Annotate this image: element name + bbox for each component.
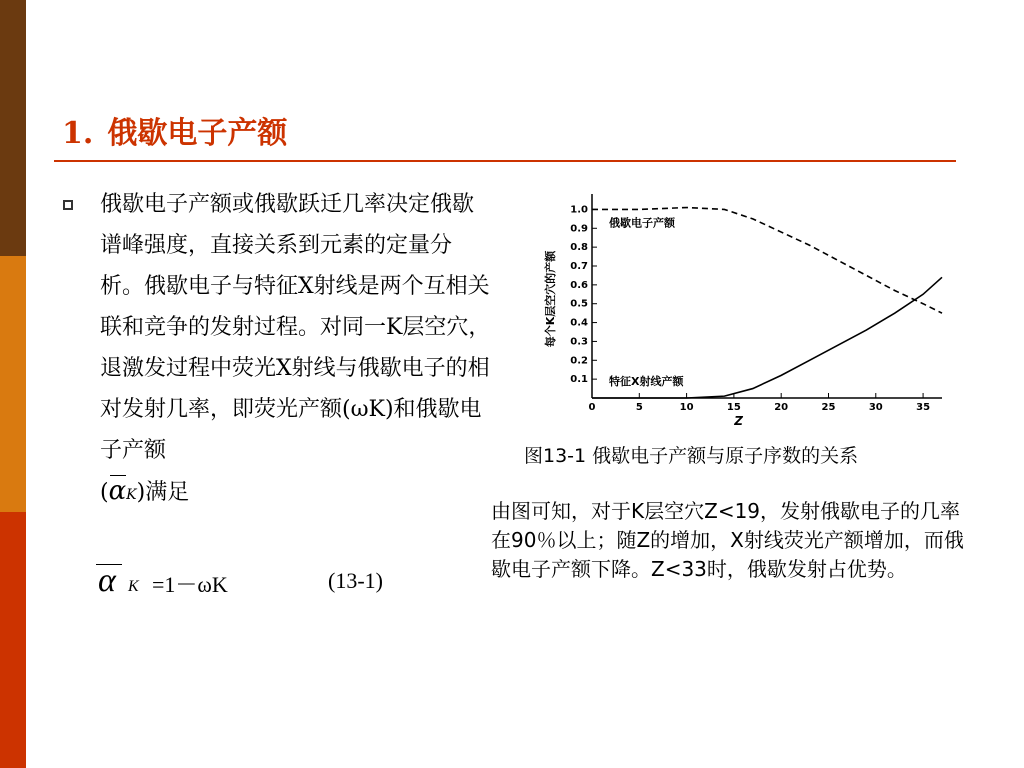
y-tick-label: 0.2 <box>570 355 588 367</box>
x-tick-label: 35 <box>916 402 931 413</box>
formula-alpha-subscript: K <box>128 578 139 595</box>
y-tick-label: 0.6 <box>570 279 588 291</box>
series-label: 特征X射线产额 <box>609 374 684 388</box>
x-tick-label: 25 <box>821 402 836 413</box>
y-tick-label: 1.0 <box>570 204 588 216</box>
x-axis-label: Z <box>734 414 743 428</box>
x-tick-label: 10 <box>679 402 694 413</box>
sidebar-segment-bottom <box>0 512 26 768</box>
y-tick-label: 0.4 <box>570 317 588 329</box>
x-tick-label: 30 <box>868 402 883 413</box>
figure-caption: 图13-1 俄歇电子产额与原子序数的关系 <box>524 445 859 467</box>
y-axis-label: 每个K层空穴的产额 <box>544 250 557 348</box>
y-tick-label: 0.7 <box>570 261 588 272</box>
sidebar-segment-middle <box>0 256 26 512</box>
sidebar-segment-top <box>0 0 26 256</box>
y-tick-label: 0.9 <box>570 223 588 235</box>
figure-note: 由图可知，对于K层空穴Z<19，发射俄歇电子的几率在90％以上；随Z的增加，X射线荧光产额增加，而俄歇电子产额下降。Z<33时，俄歇发射占优势。 <box>491 499 964 581</box>
formula-body: =1－ωK <box>152 572 228 597</box>
body-text: 俄歇电子产额或俄歇跃迁几率决定俄歇谱峰强度，直接关系到元素的定量分析。俄歇电子与特征X射线是两个互相关联和竞争的发射过程。对同一K层空穴，退激发过程中荧光X射线与俄歇电子的相对发射几率，即荧光产额(ωK)和俄歇电子产额 <box>100 192 491 463</box>
title-divider <box>54 160 956 162</box>
y-tick-label: 0.5 <box>570 298 588 310</box>
body-tail-close: )满足 <box>136 480 190 505</box>
yield-chart-svg <box>524 186 954 430</box>
formula-13-1 <box>96 560 416 604</box>
body-paragraph <box>100 184 495 516</box>
x-tick-label: 20 <box>774 402 789 413</box>
x-tick-label: 0 <box>588 402 596 413</box>
alpha-k-inline <box>109 471 137 516</box>
title-text: 俄歇电子产额 <box>107 116 288 151</box>
y-tick-label: 0.8 <box>570 242 588 254</box>
title-number: 1. <box>62 116 94 151</box>
y-tick-label: 0.3 <box>570 336 588 348</box>
yield-chart <box>524 186 954 430</box>
formula-alpha-symbol: α <box>98 562 116 599</box>
sidebar-decoration <box>0 0 26 768</box>
x-tick-label: 5 <box>635 402 643 413</box>
series-label: 俄歇电子产额 <box>609 216 676 230</box>
slide-title <box>62 108 287 152</box>
y-tick-label: 0.1 <box>570 374 588 386</box>
hollow-square-bullet-icon <box>63 200 73 210</box>
alpha-inline-symbol: α <box>108 476 127 506</box>
x-tick-label: 15 <box>726 402 741 413</box>
body-tail-open: ( <box>100 480 109 505</box>
alpha-inline-subscript: K <box>126 487 137 503</box>
formula-number: (13-1) <box>328 568 383 593</box>
